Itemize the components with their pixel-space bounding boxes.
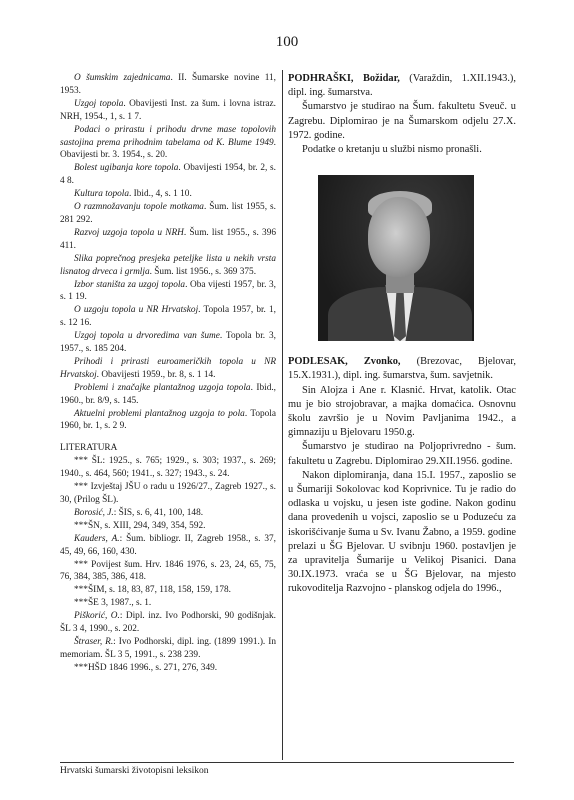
literature-entry <box>60 584 276 597</box>
entry-paragraph: Podatke o kretanju u službi nismo pronašli. <box>302 144 482 156</box>
citation-text: . Topola br. 3, 1957., s. 185 204. <box>60 331 277 355</box>
literature-entry <box>60 507 276 520</box>
footer-rule <box>60 762 514 763</box>
italic-title: Aktuelni problemi plantažnog uzgoja to pola <box>74 408 245 419</box>
column-divider <box>282 70 283 760</box>
italic-title: Uzgoj topola <box>74 98 124 109</box>
entry-name: PODHRAŠKI, Božidar, <box>288 73 400 84</box>
bibliography-entry <box>60 253 276 279</box>
works-list <box>60 72 276 433</box>
bibliography-entry <box>60 304 276 330</box>
bibliography-entry <box>60 330 276 356</box>
citation-text: *** Povijest šum. Hrv. 1846 1976, s. 23, 24, 65, 75, 76, 384, 385, 386, 418. <box>60 559 276 583</box>
bibliography-entry <box>60 382 276 408</box>
italic-title: Piškorić, O. <box>74 611 120 622</box>
citation-text: . Ibid., 1960., br. 8/9, s. 145. <box>60 382 276 406</box>
entry-paragraph: Nakon diplomiranja, dana 15.I. 1957., zaposlio se u Šumariji Sokolovac kod Koprivnice. Tu je radio do odlaska u vojsku, u jesen iste godine. Nakon godinu dana provedenih u vojsci, zaposlio se u Poduzeću za iskorišćivanje šuma u Sv. Ivanu Žabno, a 1959. godine prelazi u ŠG Bjelovar. U svibnju 1960. postavljen je za upravitelja Šumarije u Velikoj Pisanici. Dana 30.IX.1973. vraća se u ŠG Bjelovar, na mjesto rukovoditelja Razvojno - planskog odjela do 1996., <box>288 469 516 595</box>
italic-title: Izbor staništa za uzgoj topola <box>74 279 186 290</box>
entry-paragraph: Šumarstvo je studirao na Poljoprivredno - šum. fakultetu u Zagrebu. Diplomirao 29.XII.1956. godine. <box>288 441 516 467</box>
bibliography-entry <box>60 408 276 434</box>
citation-text: . Obavijesti 1959., br. 8, s. 1 14. <box>96 369 216 380</box>
bibliography-entry <box>60 162 276 188</box>
entry-heading-details: (Varaždin, 1.XII.1943.), dipl. ing. šumarstva. <box>288 73 516 99</box>
bibliography-entry <box>60 356 276 382</box>
citation-text: . Šum. list 1955, s. 281 292. <box>60 202 276 225</box>
entry-podlesak <box>288 355 516 596</box>
italic-title: Uzgoj topola u drvoredima van šume <box>74 331 220 342</box>
italic-title: Bolest ugibanja kore topola <box>74 163 179 174</box>
italic-title: Štraser, R. <box>74 636 114 647</box>
italic-title: Prihodi i prirasti euroameričkih topola u NR Hrvatskoj <box>60 356 276 380</box>
bibliography-entry <box>60 227 276 253</box>
citation-text: . Ibid., 4, s. 1 10. <box>129 189 192 200</box>
bibliography-entry <box>60 72 276 98</box>
citation-text: : Dipl. inz. Ivo Podhorski, 90 godišnjak. ŠL 3 4, 1990., s. 202. <box>60 611 277 635</box>
citation-text: *** Izvještaj JŠU o radu u 1926/27., Zagreb 1927., s. 30, (Prilog ŠL). <box>60 482 276 505</box>
entry-podhraski <box>288 72 516 157</box>
bibliography-entry <box>60 279 276 305</box>
literature-entry <box>60 610 276 636</box>
literature-entry <box>60 662 276 675</box>
italic-title: Podaci o prirastu i prihodu drvne mase topolovih sastojina prema prihodnim tabelama od K. Blume 1949 <box>60 124 276 148</box>
literature-entry <box>60 533 276 559</box>
citation-text: : ŠIS, s. 6, 41, 100, 148. <box>113 507 204 518</box>
citation-text: . II. Šumarske novine 11, 1953. <box>60 73 276 96</box>
citation-text: ***ŠIM, s. 18, 83, 87, 118, 158, 159, 178. <box>74 585 231 596</box>
literature-entry <box>60 636 276 662</box>
literature-entry <box>60 597 276 610</box>
right-column <box>288 72 516 597</box>
entry-heading <box>288 72 516 100</box>
literature-entry <box>60 559 276 585</box>
citation-text: . Obavijesti br. 3. 1954., s. 20. <box>60 137 276 161</box>
running-footer: Hrvatski šumarski životopisni leksikon <box>60 766 209 776</box>
citation-text: ***ŠN, s. XIII, 294, 349, 354, 592. <box>74 520 206 531</box>
left-column <box>60 72 276 675</box>
italic-title: O uzgoju topola u NR Hrvatskoj <box>74 305 199 316</box>
citation-text: . Oba vijesti 1957, br. 3, s. 1 19. <box>60 279 276 303</box>
citation-text: : Ivo Podhorski, dipl. ing. (1899 1991.). In memoriam. ŠL 3 5, 1991., s. 238 239. <box>60 636 276 660</box>
literature-entry <box>60 520 276 533</box>
page-number: 100 <box>275 34 299 50</box>
italic-title: O šumskim zajednicama <box>74 73 171 83</box>
bibliography-entry <box>60 98 276 124</box>
bibliography-entry <box>60 201 276 227</box>
citation-text: ***HŠD 1846 1996., s. 271, 276, 349. <box>74 662 218 673</box>
italic-title: Kauders, A. <box>74 533 120 544</box>
citation-text: ***ŠE 3, 1987., s. 1. <box>74 598 152 609</box>
entry-heading <box>288 355 516 383</box>
italic-title: Problemi i značajke plantažnog uzgoja topola <box>74 382 251 393</box>
citation-text: *** ŠL: 1925., s. 765; 1929., s. 303; 1937., s. 269; 1940., s. 464, 560; 1941., s. 327; 1943., s. 24. <box>60 456 276 480</box>
citation-text: . Obavijesti 1954, br. 2, s. 4 8. <box>60 163 276 187</box>
citation-text: . Obavijesti Inst. za šum. i lovna istraz. NRH, 1954., 1, s. 1 7. <box>60 98 276 122</box>
literature-heading: LITERATURA <box>60 443 118 454</box>
bibliography-entry <box>60 124 276 163</box>
italic-title: Razvoj uzgoja topola u NRH <box>74 227 184 238</box>
italic-title: Slika poprečnog presjeka peteljke lista u nekih vrsta lisnatog drveca i grmlja <box>60 253 276 277</box>
literature-entry <box>60 481 276 507</box>
citation-text: . Šum. list 1955., s. 396 411. <box>60 227 276 251</box>
italic-title: O razmnožavanju topole motkama <box>74 202 204 213</box>
citation-text: . Topola 1960, br. 1, s. 2 9. <box>60 408 276 432</box>
citation-text: : Šum. bibliogr. II, Zagreb 1958., s. 37, 45, 49, 66, 160, 430. <box>60 533 276 557</box>
entry-paragraph: Sin Alojza i Ane r. Klasnić. Hrvat, katolik. Otac mu je bio strojobravar, a majka domaćica. Osnovnu školu završio je u Novim Pavljanima 1942., a gimnaziju u Bjelovaru 1950.g. <box>288 384 516 439</box>
entry-paragraph: Šumarstvo je studirao na Šum. fakultetu Sveuč. u Zagrebu. Diplomirao je na Šumarskom odjelu 27.X. 1972. godine. <box>288 101 516 141</box>
bibliography-entry <box>60 188 276 201</box>
literature-list <box>60 455 276 674</box>
entry-name: PODLESAK, Zvonko, <box>288 356 401 368</box>
citation-text: . Topola 1957, br. 1, s. 12 16. <box>60 305 276 329</box>
italic-title: Kultura topola <box>74 189 130 200</box>
italic-title: Borosić, J. <box>74 507 114 518</box>
literature-entry <box>60 455 276 481</box>
entry-heading-details: (Brezovac, Bjelovar, 15.X.1931.), dipl. ing. šumarstva, šum. savjetnik. <box>288 356 516 382</box>
citation-text: . Šum. list 1956., s. 369 375. <box>149 266 257 277</box>
portrait-photo <box>318 175 474 341</box>
